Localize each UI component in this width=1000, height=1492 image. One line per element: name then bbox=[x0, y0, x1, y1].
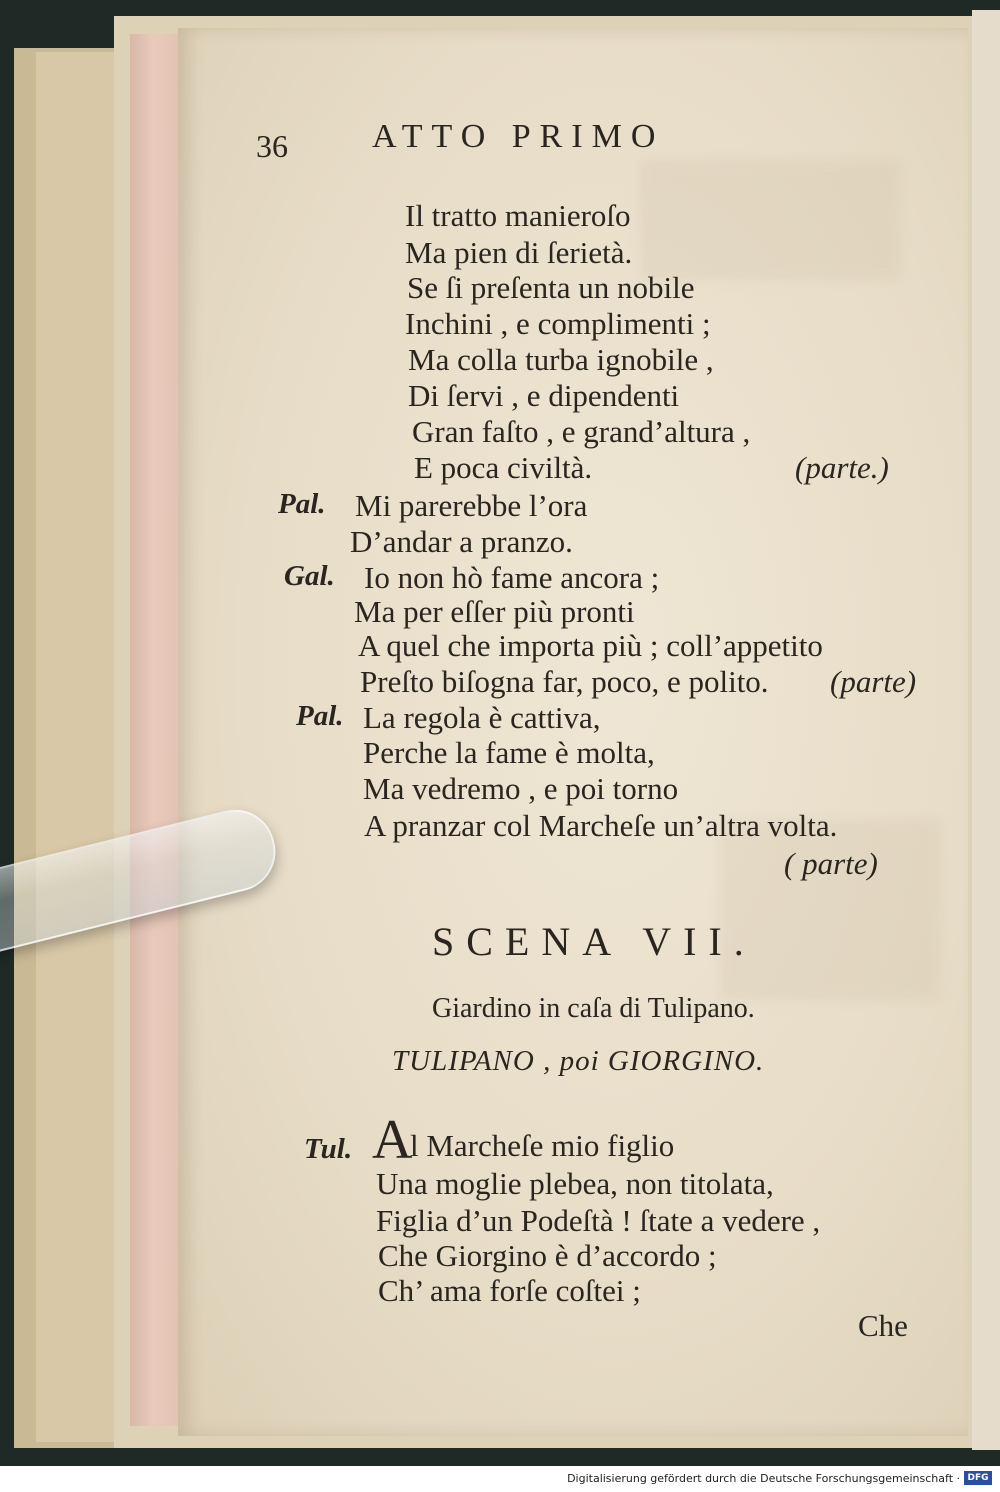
scene-characters: TULIPANO , poi GIORGINO. bbox=[392, 1045, 765, 1077]
speaker-label: Pal. bbox=[296, 700, 344, 732]
dfg-logo: DFG bbox=[964, 1471, 992, 1485]
verse-line: Ma per eſſer più pronti bbox=[354, 594, 635, 629]
verse-line: Mi parerebbe l’ora bbox=[355, 488, 588, 523]
verse-line: Inchini , e complimenti ; bbox=[405, 306, 711, 341]
verse-line: Gran faſto , e grand’altura , bbox=[412, 414, 751, 449]
verse-line: Ma vedremo , e poi torno bbox=[363, 771, 679, 806]
scene-setting: Giardino in caſa di Tulipano. bbox=[432, 993, 755, 1024]
drop-cap: A bbox=[372, 1109, 413, 1171]
page-number: 36 bbox=[256, 128, 288, 164]
footer-credit: Digitalisierung gefördert durch die Deutsche Forschungsgemeinschaft · bbox=[567, 1472, 960, 1485]
footer-bar bbox=[0, 1466, 1000, 1492]
verse-line: Il tratto manieroſo bbox=[405, 198, 631, 233]
verse-line: Io non hò fame ancora ; bbox=[364, 560, 660, 595]
facing-page-edge bbox=[972, 10, 1000, 1450]
verse-line: Ma colla turba ignobile , bbox=[408, 342, 714, 377]
verse-line: Figlia d’un Podeſtà ! ſtate a vedere , bbox=[376, 1203, 821, 1238]
verse-line: La regola è cattiva, bbox=[363, 700, 601, 735]
verse-line: Se ſi preſenta un nobile bbox=[407, 270, 695, 305]
verse-line: E poca civiltà. bbox=[414, 450, 593, 485]
scene-title: SCENA VII. bbox=[432, 919, 756, 964]
stage-direction: (parte) bbox=[830, 664, 917, 699]
catchword: Che bbox=[858, 1308, 908, 1343]
speaker-label: Pal. bbox=[278, 488, 326, 520]
verse-line: A quel che importa più ; coll’appetito bbox=[358, 628, 823, 663]
verse-line: Ma pien di ſerietà. bbox=[405, 235, 633, 270]
verse-line: Che Giorgino è d’accordo ; bbox=[378, 1238, 717, 1273]
running-header: ATTO PRIMO bbox=[372, 118, 665, 155]
stage-direction: ( parte) bbox=[784, 846, 878, 881]
verse-line: Perche la fame è molta, bbox=[363, 735, 655, 770]
verse-line: D’andar a pranzo. bbox=[350, 524, 573, 559]
speaker-label: Gal. bbox=[284, 560, 335, 592]
verse-line: l Marcheſe mio figlio bbox=[410, 1128, 675, 1163]
verse-line: Preſto biſogna far, poco, e polito. bbox=[360, 664, 769, 699]
verse-line: Una moglie plebea, non titolata, bbox=[376, 1166, 774, 1201]
stage-direction: (parte.) bbox=[795, 450, 889, 485]
verse-line: Di ſervi , e dipendenti bbox=[408, 378, 680, 413]
page-stack-edge bbox=[130, 34, 182, 1426]
speaker-label: Tul. bbox=[304, 1133, 353, 1165]
bleed-through bbox=[640, 160, 900, 280]
verse-line: Ch’ ama forſe coſtei ; bbox=[378, 1273, 641, 1308]
verse-line: A pranzar col Marcheſe un’altra volta. bbox=[364, 808, 838, 843]
